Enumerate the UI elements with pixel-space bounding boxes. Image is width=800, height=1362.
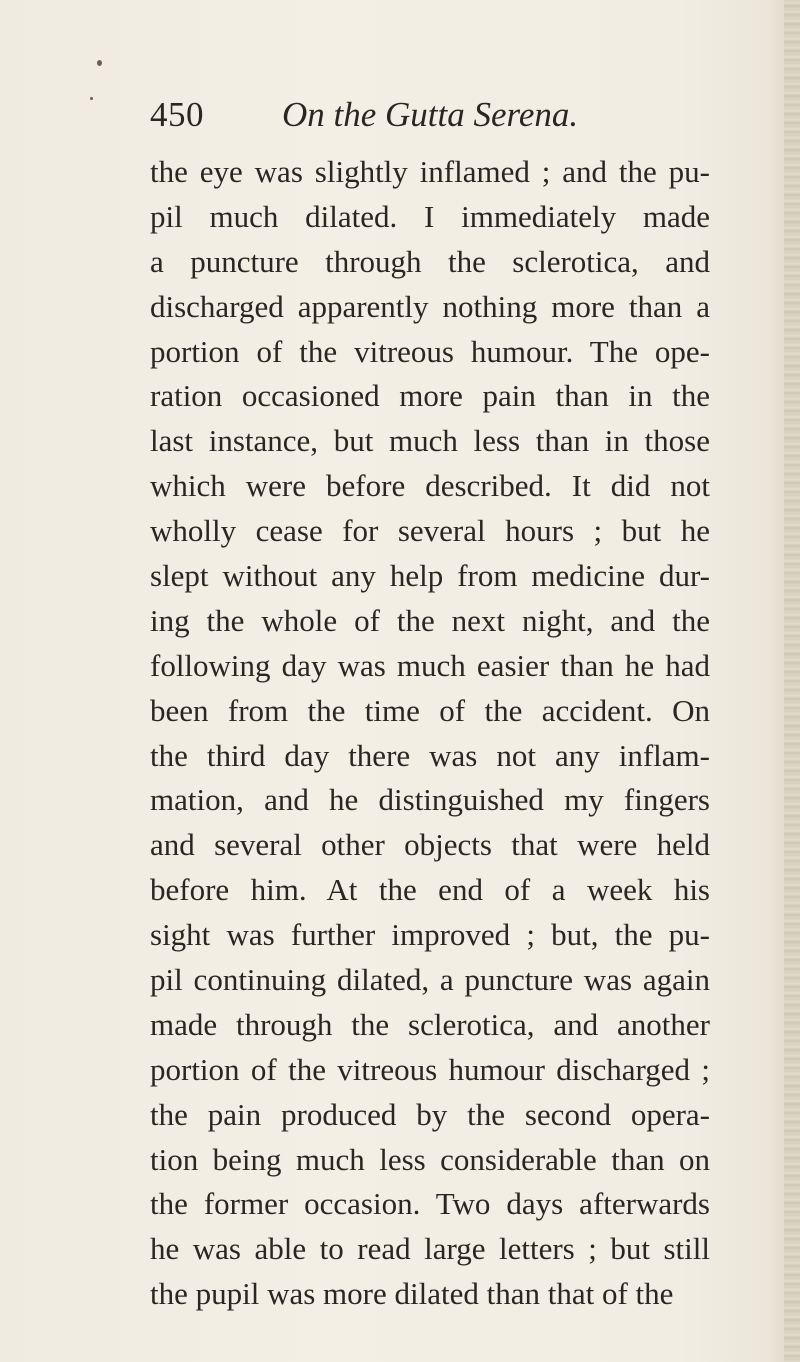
text-line: the pupil was more dilated than that of the bbox=[150, 1276, 674, 1312]
text-line: the former occasion. Two days afterwards bbox=[150, 1186, 710, 1222]
text-line: ration occasioned more pain than in the bbox=[150, 378, 710, 414]
text-line: mation, and he distinguished my fingers bbox=[150, 782, 710, 818]
text-line: which were before described. It did not bbox=[150, 468, 710, 504]
text-line: following day was much easier than he had bbox=[150, 647, 710, 683]
text-line: portion of the vitreous humour. The ope- bbox=[150, 333, 710, 369]
text-line: the third day there was not any inflam- bbox=[150, 737, 710, 773]
text-line: made through the sclerotica, and another bbox=[150, 1006, 710, 1042]
running-head bbox=[150, 92, 710, 138]
text-line: wholly cease for several hours ; but he bbox=[150, 513, 710, 549]
text-line: the pain produced by the second opera- bbox=[150, 1096, 710, 1132]
page-number: 450 bbox=[150, 95, 204, 134]
text-line: before him. At the end of a week his bbox=[150, 872, 710, 908]
text-line: ing the whole of the next night, and the bbox=[150, 602, 710, 638]
text-line: last instance, but much less than in those bbox=[150, 423, 710, 459]
running-title: On the Gutta Serena. bbox=[282, 95, 579, 134]
text-line: he was able to read large letters ; but still bbox=[150, 1231, 710, 1267]
text-line: a puncture through the sclerotica, and bbox=[150, 243, 710, 279]
ink-speck bbox=[97, 60, 102, 66]
text-line: slept without any help from medicine dur- bbox=[150, 558, 710, 594]
text-line: tion being much less considerable than on bbox=[150, 1141, 710, 1177]
body-text bbox=[150, 150, 710, 1317]
ink-speck bbox=[90, 97, 93, 100]
text-line: discharged apparently nothing more than a bbox=[150, 288, 710, 324]
text-line: pil much dilated. I immediately made bbox=[150, 198, 710, 234]
text-line: pil continuing dilated, a puncture was again bbox=[150, 962, 710, 998]
text-line: and several other objects that were held bbox=[150, 827, 710, 863]
page-edge bbox=[784, 0, 800, 1362]
text-line: been from the time of the accident. On bbox=[150, 692, 710, 728]
text-line: sight was further improved ; but, the pu- bbox=[150, 917, 710, 953]
text-line: the eye was slightly inflamed ; and the pu- bbox=[150, 154, 710, 189]
text-line: portion of the vitreous humour discharged ; bbox=[150, 1051, 710, 1087]
